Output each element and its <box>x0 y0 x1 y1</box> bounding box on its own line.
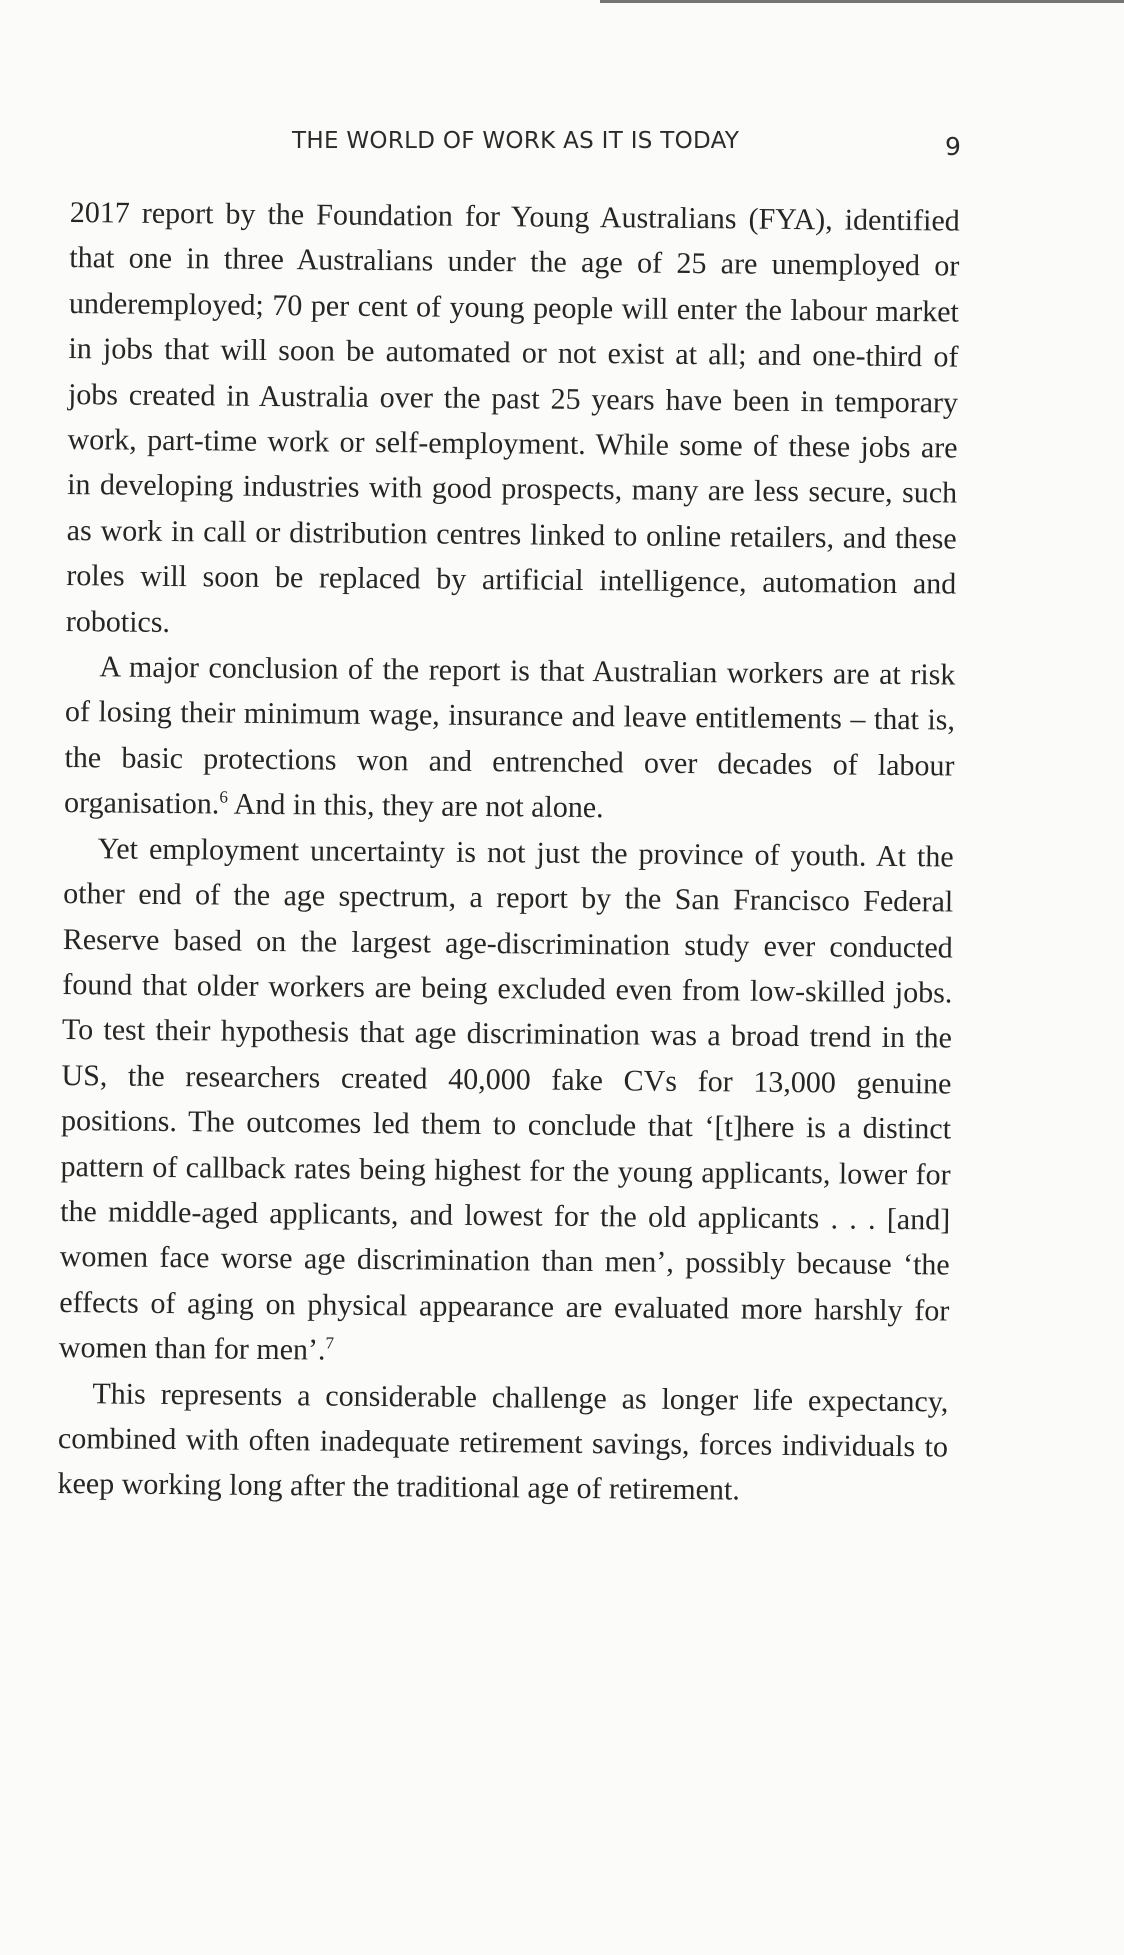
running-title: THE WORLD OF WORK AS IT IS TODAY <box>292 128 740 154</box>
body-text <box>57 190 960 1515</box>
paragraph-3 <box>59 826 954 1379</box>
footnote-marker: 7 <box>325 1333 335 1353</box>
paragraph-1: 2017 report by the Foundation for Young Australians (FYA), identified that one in three Australians under the age of 25 are unemployed or underemployed; 70 per cent of young people will enter the labour market in jobs that will soon be automated or not exist at all; and one-third of jobs created in Australia over the past 25 years have been in temporary work, part-time work or self-employment. While some of these jobs are in developing industries with good prospects, many are less secure, such as work in call or distribution centres linked to online retailers, and these roles will soon be replaced by artificial intelligence, automation and robotics. <box>65 195 960 639</box>
paragraph-3-text: Yet employment uncertainty is not just the province of youth. At the other end of the age spectrum, a report by the San Francisco Federal Reserve based on the largest age-discrimination study ever conducted found that older workers are being excluded even from low-skilled jobs. To test their hypothesis that age discrimination was a broad trend in the US, the researchers created 40,000 fake CVs for 13,000 genuine positions. The outcomes led them to conclude that ‘[t]here is a distinct pattern of callback rates being highest for the young applicants, lower for the middle-aged applicants, and lowest for the old applicants . . . [and] women face worse age discrimination than men’, possibly because ‘the effects of aging on physical appearance are evaluated more harshly for women than for men’. <box>58 831 954 1367</box>
page-number: 9 <box>945 132 961 161</box>
running-head <box>0 128 1124 168</box>
page-edge-shadow <box>600 0 1124 3</box>
paragraph-2-text: A major conclusion of the report is that Australian workers are at risk of losing their minimum wage, insurance and leave entitlements – that is, the basic protections won and entrenched over decades of labour organisation. <box>63 650 956 821</box>
paragraph-2 <box>64 644 956 834</box>
footnote-marker: 6 <box>219 787 229 807</box>
paragraph-2-text-continued: And in this, they are not alone. <box>227 787 604 825</box>
paragraph-4: This represents a considerable challenge as longer life expectancy, combined with often inadequate retirement savings, forces individuals to keep working long after the traditional age of retirement. <box>57 1376 949 1507</box>
